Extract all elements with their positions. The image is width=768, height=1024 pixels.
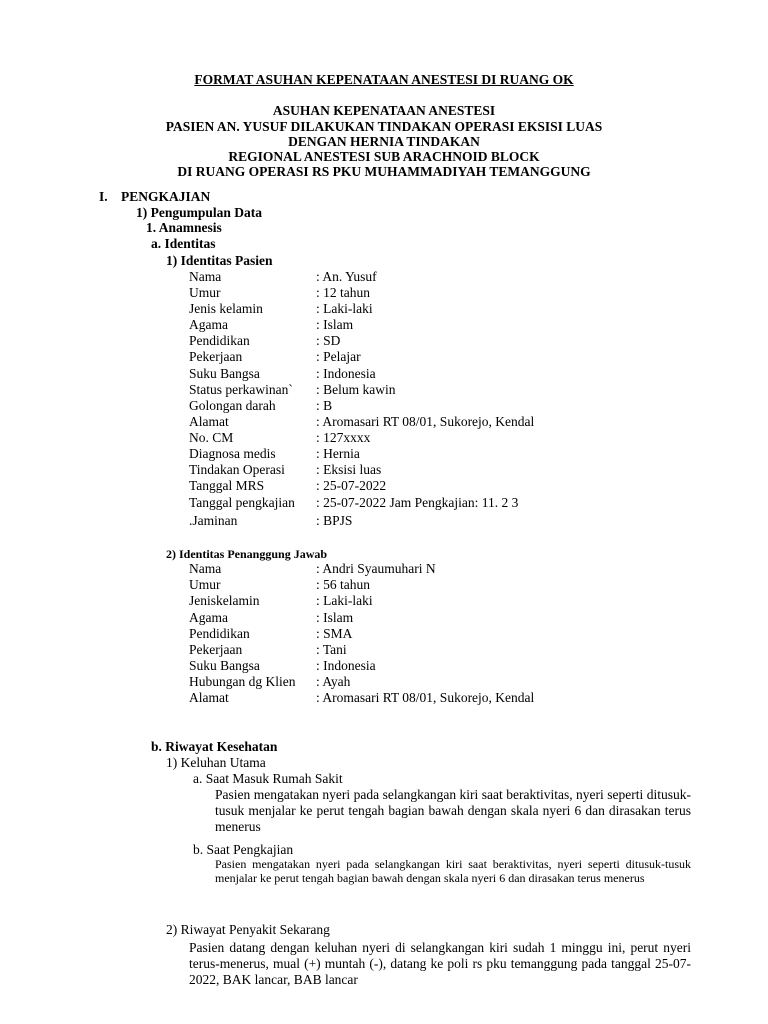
table-label: Tanggal pengkajian	[189, 495, 295, 510]
table-label: Jenis kelamin	[189, 301, 263, 316]
table-value: : BPJS	[316, 513, 353, 528]
table-value: : 12 tahun	[316, 285, 370, 300]
table-value: : Laki-laki	[316, 301, 373, 316]
table-value: : Hernia	[316, 446, 360, 461]
table-label: Umur	[189, 285, 221, 300]
table-value: : 25-07-2022	[316, 478, 387, 493]
subtitle-line-1: ASUHAN KEPENATAAN ANESTESI	[272, 103, 496, 118]
heading-riwayat-sekarang: 2) Riwayat Penyakit Sekarang	[166, 922, 330, 937]
table-label: Alamat	[189, 414, 229, 429]
table-label: Alamat	[189, 690, 229, 705]
document-title: FORMAT ASUHAN KEPENATAAN ANESTESI DI RUANG OK	[194, 72, 574, 87]
table-label: Agama	[189, 317, 228, 332]
table-label: Status perkawinan`	[189, 382, 293, 397]
table-value: : Islam	[316, 610, 354, 625]
heading-identitas-pasien: 1) Identitas Pasien	[166, 253, 273, 268]
table-value: : Eksisi luas	[316, 462, 382, 477]
sub-heading-pengumpulan: 1) Pengumpulan Data	[136, 205, 263, 220]
table-value: : B	[316, 398, 333, 413]
table-value: : Laki-laki	[316, 593, 373, 608]
subtitle-line-3: DENGAN HERNIA TINDAKAN	[288, 134, 480, 149]
table-label: Suku Bangsa	[189, 366, 260, 381]
heading-identitas-penanggung: 2) Identitas Penanggung Jawab	[166, 547, 328, 561]
table-label: Tindakan Operasi	[189, 462, 285, 477]
subtitle-line-2: PASIEN AN. YUSUF DILAKUKAN TINDAKAN OPERASI EKSISI LUAS	[165, 119, 603, 134]
table-value: : Ayah	[316, 674, 351, 689]
table-label: Pekerjaan	[189, 642, 243, 657]
table-label: Nama	[189, 561, 222, 576]
table-value: : 127xxxx	[316, 430, 371, 445]
table-label: Pekerjaan	[189, 349, 243, 364]
table-label: Pendidikan	[189, 333, 250, 348]
table-label: Umur	[189, 577, 221, 592]
label-saat-masuk: a. Saat Masuk Rumah Sakit	[193, 771, 343, 786]
table-value: : Indonesia	[316, 658, 376, 673]
label-saat-pengkajian: b. Saat Pengkajian	[193, 842, 294, 857]
table-label: Agama	[189, 610, 228, 625]
subtitle-line-4: REGIONAL ANESTESI SUB ARACHNOID BLOCK	[228, 149, 540, 164]
section-title: PENGKAJIAN	[121, 189, 211, 204]
table-label: No. CM	[189, 430, 234, 445]
table-value: : Aromasari RT 08/01, Sukorejo, Kendal	[316, 690, 535, 705]
table-value: : SD	[316, 333, 341, 348]
table-label: Golongan darah	[189, 398, 276, 413]
table-value: : Belum kawin	[316, 382, 396, 397]
table-label: Tanggal MRS	[189, 478, 265, 493]
table-value: : Aromasari RT 08/01, Sukorejo, Kendal	[316, 414, 535, 429]
table-value: : Pelajar	[316, 349, 361, 364]
table-label: Nama	[189, 269, 222, 284]
table-label: Hubungan dg Klien	[189, 674, 296, 689]
table-label: .Jaminan	[189, 513, 238, 528]
table-value: : SMA	[316, 626, 353, 641]
paragraph-riwayat-sekarang: Pasien datang dengan keluhan nyeri di selangkangan kiri sudah 1 minggu ini, perut nyeri terus-menerus, mual (+) muntah (-), datang ke poli rs pku temanggung pada tanggal 25-07-2022, BAK lancar, BAB lancar	[189, 940, 691, 987]
table-value: : Tani	[316, 642, 347, 657]
table-value: : 56 tahun	[316, 577, 370, 592]
table-label: Suku Bangsa	[189, 658, 260, 673]
table-value: : Indonesia	[316, 366, 376, 381]
paragraph-saat-masuk: Pasien mengatakan nyeri pada selangkangan kiri saat beraktivitas, nyeri seperti ditusuk-tusuk menjalar ke perut tengah bagian bawah dengan skala nyeri 6 dan dirasakan terus menerus	[215, 787, 691, 834]
section-number: I.	[99, 189, 108, 204]
table-value: : An. Yusuf	[316, 269, 377, 284]
sub-heading-identitas: a. Identitas	[151, 236, 216, 251]
table-label: Pendidikan	[189, 626, 250, 641]
sub-heading-anamnesis: 1. Anamnesis	[146, 220, 222, 235]
table-value: : Islam	[316, 317, 354, 332]
table-value: : 25-07-2022 Jam Pengkajian: 11. 2 3	[316, 495, 519, 510]
paragraph-saat-pengkajian: Pasien mengatakan nyeri pada selangkangan kiri saat beraktivitas, nyeri seperti ditusuk-tusuk menjalar ke perut tengah bagian bawah dengan skala nyeri 6 dan dirasakan terus menerus	[215, 857, 691, 885]
heading-riwayat-kesehatan: b. Riwayat Kesehatan	[151, 739, 278, 754]
table-value: : Andri Syaumuhari N	[316, 561, 436, 576]
subtitle-line-5: DI RUANG OPERASI RS PKU MUHAMMADIYAH TEMANGGUNG	[177, 164, 591, 179]
table-label: Jeniskelamin	[189, 593, 260, 608]
heading-keluhan-utama: 1) Keluhan Utama	[166, 755, 266, 770]
table-label: Diagnosa medis	[189, 446, 276, 461]
